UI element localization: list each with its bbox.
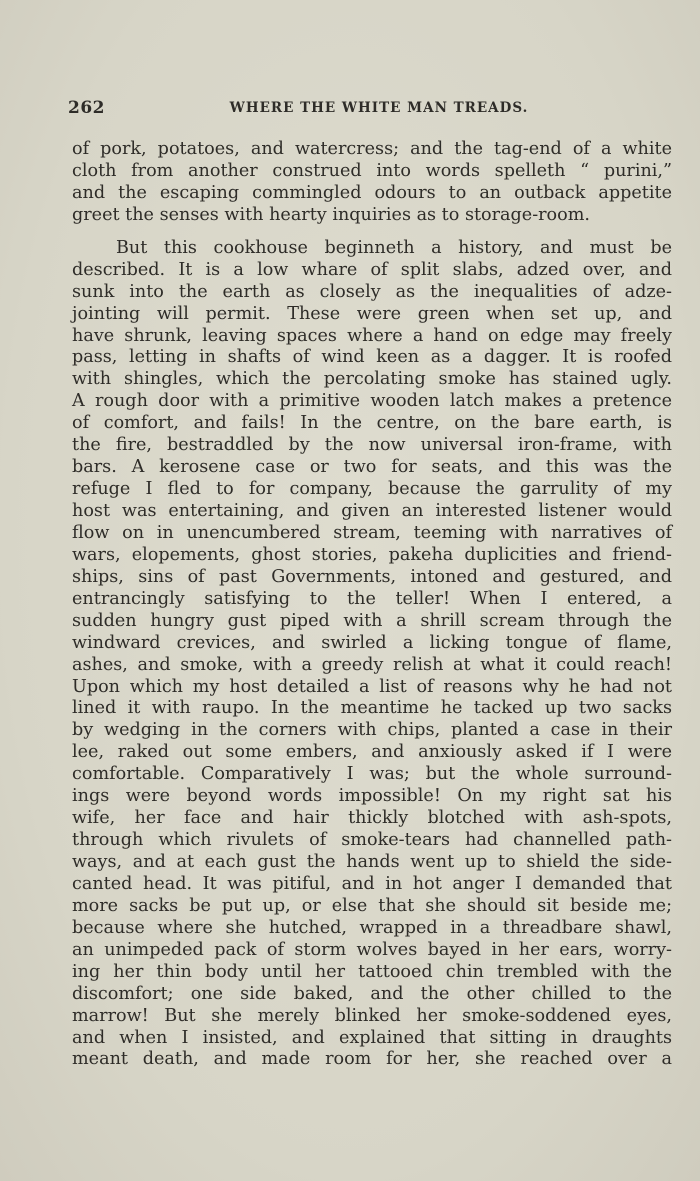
text-line: sunk into the earth as closely as the inequalities of adze- bbox=[72, 281, 672, 302]
text-line: bars. A kerosene case or two for seats, and this was the bbox=[72, 457, 672, 478]
text-line: refuge I fled to for company, because the garrulity of my bbox=[72, 479, 672, 500]
text-line: discomfort; one side baked, and the other chilled to the bbox=[72, 983, 672, 1004]
text-line: comfortable. Comparatively I was; but the whole surround- bbox=[72, 764, 672, 785]
text-line: of pork, potatoes, and watercress; and the tag-end of a white bbox=[72, 139, 672, 159]
text-line: lined it with raupo. In the meantime he tacked up two sacks bbox=[72, 698, 672, 719]
page-number: 262 bbox=[68, 98, 105, 118]
text-line: marrow! But she merely blinked her smoke-soddened eyes, bbox=[72, 1005, 672, 1026]
running-head bbox=[68, 98, 670, 120]
text-line: and the escaping commingled odours to an outback appetite bbox=[72, 182, 672, 203]
text-line: through which rivulets of smoke-tears had channelled path- bbox=[72, 830, 672, 851]
text-line: have shrunk, leaving spaces where a hand on edge may freely bbox=[72, 325, 672, 346]
text-line: canted head. It was pitiful, and in hot anger I demanded that bbox=[72, 873, 672, 894]
text-line: of comfort, and fails! In the centre, on the bare earth, is bbox=[72, 413, 672, 434]
text-line: sudden hungry gust piped with a shrill scream through the bbox=[72, 610, 672, 631]
text-line: the fire, bestraddled by the now universal iron-frame, with bbox=[72, 435, 672, 456]
text-line: wars, elopements, ghost stories, pakeha duplicities and friend- bbox=[72, 544, 672, 565]
text-line: with shingles, which the percolating smoke has stained ugly. bbox=[72, 369, 672, 390]
text-line: entrancingly satisfying to the teller! When I entered, a bbox=[72, 588, 672, 609]
text-line: greet the senses with hearty inquiries as to storage-room. bbox=[72, 204, 591, 225]
text-line: A rough door with a primitive wooden latch makes a pretence bbox=[72, 391, 672, 412]
body-text bbox=[72, 139, 672, 1071]
text-line: ships, sins of past Governments, intoned and gestured, and bbox=[72, 566, 672, 587]
text-line: windward crevices, and swirled a licking tongue of flame, bbox=[72, 632, 672, 653]
paragraph-2 bbox=[72, 238, 672, 1072]
text-line: meant death, and made room for her, she reached over a bbox=[72, 1049, 672, 1070]
text-line: ways, and at each gust the hands went up to shield the side- bbox=[72, 852, 672, 872]
text-line: pass, letting in shafts of wind keen as a dagger. It is roofed bbox=[72, 347, 672, 368]
text-line: described. It is a low whare of split slabs, adzed over, and bbox=[72, 259, 672, 280]
paragraph-gap bbox=[72, 227, 672, 238]
text-line: cloth from another construed into words spelleth “ purini,” bbox=[72, 160, 672, 181]
text-line: host was entertaining, and given an interested listener would bbox=[72, 501, 672, 521]
text-line: an unimpeded pack of storm wolves bayed in her ears, worry- bbox=[72, 939, 672, 960]
text-line: lee, raked out some embers, and anxiously asked if I were bbox=[72, 742, 672, 763]
text-line: But this cookhouse beginneth a history, and must be bbox=[116, 237, 672, 258]
text-line: ashes, and smoke, with a greedy relish at what it could reach! bbox=[72, 654, 672, 675]
text-line: more sacks be put up, or else that she should sit beside me; bbox=[72, 895, 672, 916]
text-line: wife, her face and hair thickly blotched with ash-spots, bbox=[72, 808, 672, 829]
paragraph-1 bbox=[72, 139, 672, 227]
text-line: and when I insisted, and explained that sitting in draughts bbox=[72, 1027, 672, 1048]
text-line: because where she hutched, wrapped in a threadbare shawl, bbox=[72, 917, 672, 938]
text-line: ings were beyond words impossible! On my right sat his bbox=[72, 786, 672, 807]
text-line: by wedging in the corners with chips, planted a case in their bbox=[72, 720, 672, 741]
text-line: jointing will permit. These were green when set up, and bbox=[72, 303, 672, 324]
text-line: Upon which my host detailed a list of reasons why he had not bbox=[72, 676, 672, 697]
text-line: flow on in unencumbered stream, teeming with narratives of bbox=[72, 522, 672, 543]
running-title: WHERE THE WHITE MAN TREADS. bbox=[229, 100, 529, 116]
text-line: ing her thin body until her tattooed chin trembled with the bbox=[72, 961, 672, 982]
